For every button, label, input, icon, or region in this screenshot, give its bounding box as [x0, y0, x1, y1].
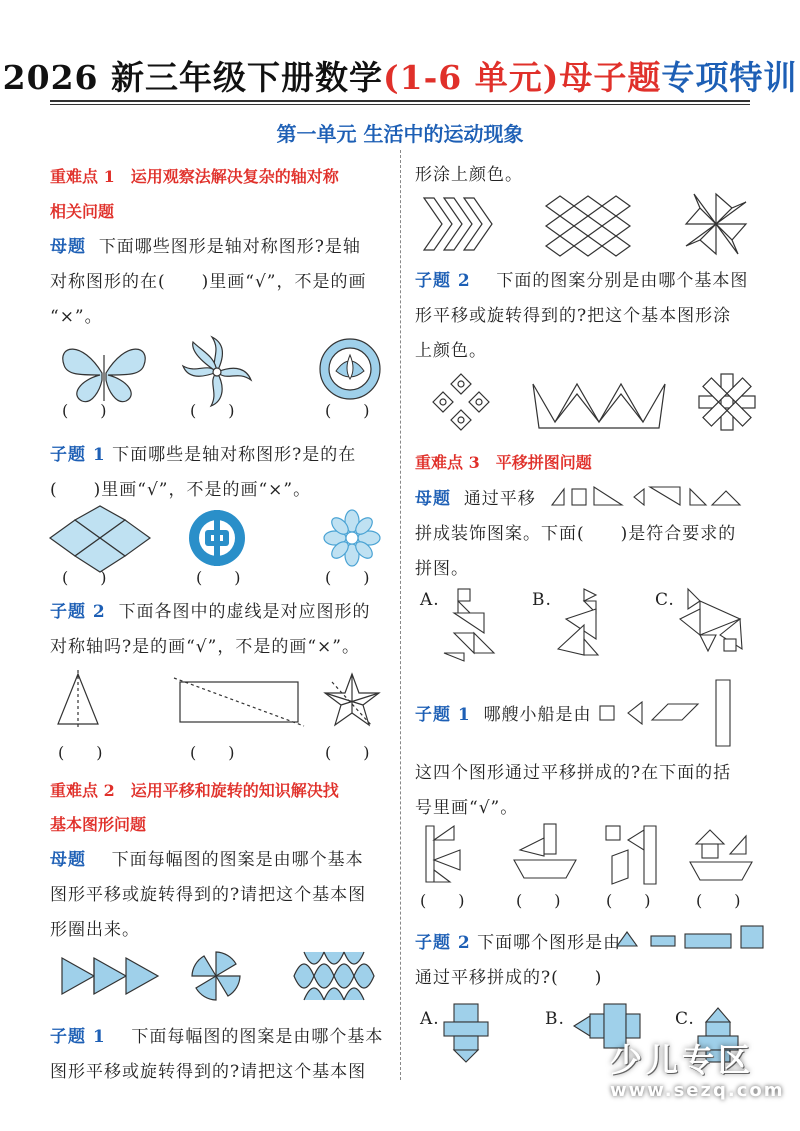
figure-row-sub1: [50, 510, 390, 570]
sub-question-2b-line2: 通过平移拼成的?( ): [415, 968, 603, 988]
sub-question-2-right-line1: 子题 2 下面的图案分别是由哪个基本图: [415, 271, 749, 291]
mother-question-1-line1: 母题 下面哪些图形是轴对称图形?是轴: [50, 237, 361, 257]
title-underline: [50, 100, 750, 102]
square-piece: [600, 706, 614, 720]
pieces-row-sub2b: [613, 924, 773, 956]
star-with-axis-figure: [325, 674, 379, 726]
figure-row-sub2: [50, 672, 390, 732]
answer-paren[interactable]: ( ): [325, 568, 370, 587]
stacked-figure-a[interactable]: [444, 1004, 488, 1062]
option-c-label[interactable]: C.: [655, 590, 675, 610]
sub-question-1-right-line3: 号里画“√”。: [415, 798, 519, 818]
sub-question-1-right-line1: 子题 1 哪艘小船是由: [415, 705, 592, 725]
small-triangle-shape: [690, 489, 706, 505]
sub-question-2-line2: 对称轴吗?是的画“√”，不是的画“×”。: [50, 637, 360, 657]
lattice-pattern-figure: [294, 952, 374, 1000]
sub-question-1-line2: ( )里画“√”，不是的画“×”。: [50, 480, 312, 500]
title-underline-thin: [50, 104, 750, 105]
pinwheel-figure: [192, 952, 240, 1000]
answer-paren[interactable]: ( ): [420, 891, 465, 910]
watermark-url: www.sezq.com: [610, 1080, 785, 1101]
answer-paren[interactable]: ( ): [190, 401, 235, 420]
small-triangle-shape: [634, 489, 644, 505]
figure-row-sub2-right: [425, 372, 765, 434]
small-square-shape: [572, 489, 586, 505]
answer-paren[interactable]: ( ): [516, 891, 561, 910]
pinwheel-flower-figure: [183, 337, 251, 406]
watermark-logo-text: 少儿专区: [610, 1041, 755, 1079]
option-a-label-2[interactable]: A.: [420, 1009, 440, 1029]
mother-question-1-line2: 对称图形的在( )里画“√”，不是的画: [50, 272, 367, 292]
trapezoid-piece: [716, 680, 730, 746]
small-rectangle-piece: [651, 936, 675, 946]
column-divider: [400, 150, 401, 1080]
circle-emblem-figure: [320, 339, 380, 399]
boat-options-row: [420, 820, 760, 890]
boat-pieces-row: [598, 676, 748, 752]
answer-paren[interactable]: ( ): [62, 568, 107, 587]
mother-question-3-line2: 拼成装饰图案。下面( )是符合要求的: [415, 524, 737, 544]
key-point-2-line1: 重难点 2 运用平移和旋转的知识解决找: [50, 781, 339, 800]
tangram-options-row: [430, 585, 760, 665]
sub-question-1-right-line2: 这四个图形通过平移拼成的?在下面的括: [415, 763, 732, 783]
sub-question-1-line1: 子题 1 下面哪些是轴对称图形?是的在: [50, 445, 357, 465]
mother-question-2-line2: 图形平移或旋转得到的?请把这个基本图: [50, 885, 367, 905]
basic-shapes-row: [550, 483, 750, 511]
boat-figure-4: [690, 830, 752, 880]
option-b-label-2[interactable]: B.: [545, 1009, 565, 1029]
mother-question-1-line3: “×”。: [50, 307, 103, 327]
sub-question-2-right-line3: 上颜色。: [415, 341, 487, 361]
answer-paren[interactable]: ( ): [62, 401, 107, 420]
key-point-2-line2: 基本图形问题: [50, 815, 147, 834]
rectangle-with-diagonal-figure: [174, 678, 304, 726]
key-point-1-line1: 重难点 1 运用观察法解决复杂的轴对称: [50, 167, 339, 186]
long-rectangle-piece: [685, 934, 731, 948]
square-piece: [741, 926, 763, 948]
bank-logo-figure: [189, 510, 245, 566]
rotated-squares-figure: [699, 374, 755, 430]
sub-question-2-line1: 子题 2 下面各图中的虚线是对应图形的: [50, 602, 371, 622]
zigzag-lattice-figure: [546, 196, 630, 256]
sub-question-2b-line1: 子题 2 下面哪个图形是由: [415, 933, 622, 953]
triangle-piece: [617, 932, 637, 946]
tangram-figure-c[interactable]: [680, 589, 742, 651]
sub-question-2-right-line2: 形平移或旋转得到的?把这个基本图形涂: [415, 306, 732, 326]
key-point-3: 重难点 3 平移拼图问题: [415, 453, 592, 472]
rhombus-tiles-figure: [50, 506, 150, 572]
answer-paren[interactable]: ( ): [58, 743, 103, 762]
figure-row-sub1-right: [420, 192, 760, 260]
small-triangle-shape: [712, 491, 740, 505]
chevron-arrows-figure: [424, 198, 492, 250]
mother-label: 母题: [50, 237, 86, 257]
boat-figure-1: [426, 826, 460, 882]
boat-figure-3: [606, 826, 656, 884]
figure-row-mother1: [52, 335, 392, 405]
option-a-label[interactable]: A.: [420, 590, 440, 610]
unit-heading: 第一单元 生活中的运动现象: [276, 122, 524, 146]
key-point-1-line2: 相关问题: [50, 202, 115, 221]
crown-pattern-figure: [533, 384, 665, 428]
option-b-label[interactable]: B.: [532, 590, 552, 610]
answer-paren[interactable]: ( ): [190, 743, 235, 762]
triangle-with-axis-figure: [58, 670, 98, 730]
sub-question-1-continuation: 形涂上颜色。: [415, 165, 523, 185]
answer-paren[interactable]: ( ): [696, 891, 741, 910]
small-triangle-shape: [552, 489, 564, 505]
answer-paren[interactable]: ( ): [196, 568, 241, 587]
mother-question-2-line1: 母题 下面每幅图的图案是由哪个基本: [50, 850, 364, 870]
triangle-chain-figure: [62, 958, 158, 994]
diamond-cluster-figure: [433, 374, 489, 430]
tangram-figure-a[interactable]: [444, 589, 494, 661]
option-c-label-2[interactable]: C.: [675, 1009, 695, 1029]
answer-paren[interactable]: ( ): [325, 743, 370, 762]
answer-paren[interactable]: ( ): [606, 891, 651, 910]
large-triangle-shape: [650, 487, 680, 505]
right-triangle-shape: [594, 487, 622, 505]
page-title: 2026 新三年级下册数学(1-6 单元)母子题专项特训: [2, 58, 798, 97]
answer-paren[interactable]: ( ): [325, 401, 370, 420]
windmill-figure: [686, 194, 746, 254]
mother-question-2-line3: 形圈出来。: [50, 920, 140, 940]
mother-question-3-line1: 母题 通过平移: [415, 489, 536, 509]
mother-question-3-line3: 拼图。: [415, 559, 469, 579]
parallelogram-piece: [652, 704, 698, 720]
boat-figure-2: [514, 824, 576, 878]
butterfly-figure: [63, 349, 145, 402]
snowflake-figure: [324, 510, 380, 566]
tangram-figure-b[interactable]: [558, 589, 598, 655]
figure-row-mother2: [58, 948, 388, 1008]
sub-question-3-line1: 子题 1 下面每幅图的图案是由哪个基本: [50, 1027, 384, 1047]
triangle-piece: [628, 702, 642, 724]
sub-question-3-line2: 图形平移或旋转得到的?请把这个基本图: [50, 1062, 367, 1082]
